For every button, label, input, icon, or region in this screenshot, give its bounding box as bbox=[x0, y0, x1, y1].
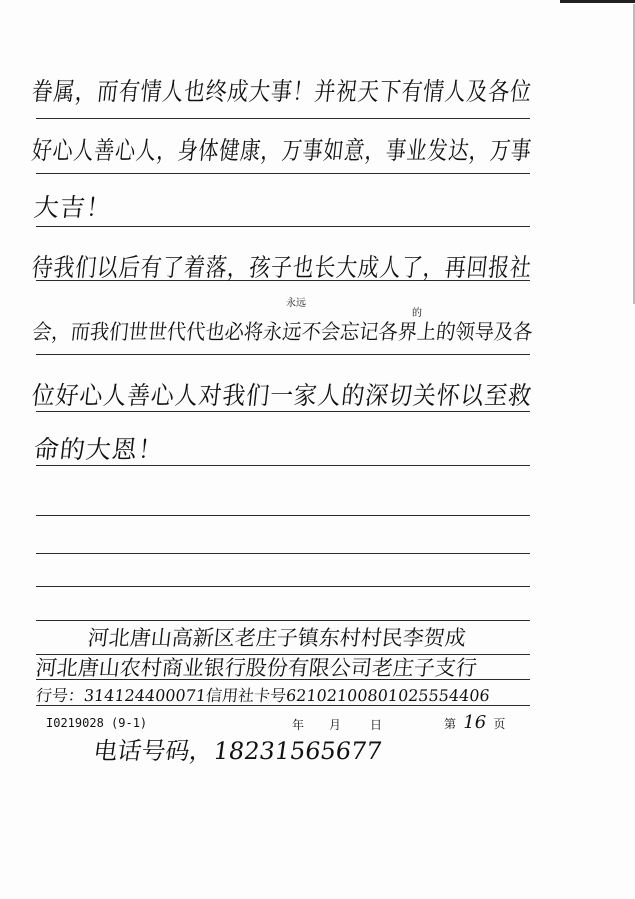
address-line-1: 河北唐山高新区老庄子镇东村村民李贺成 bbox=[86, 626, 468, 650]
insertion-mark-text-2: 的 bbox=[412, 308, 422, 319]
insertion-mark-text: 永远 bbox=[286, 298, 306, 309]
letter-line-5: 会，而我们世世代代也必将永远不会忘记各界上的领导及各 bbox=[31, 320, 534, 344]
year-label: 年 bbox=[292, 718, 305, 732]
letter-line-4: 待我们以后有了着落，孩子也长大成人了，再回报社 bbox=[30, 253, 534, 282]
page-prefix: 第 bbox=[444, 717, 457, 731]
letter-line-7: 命的大恩！ bbox=[32, 435, 166, 464]
page-suffix: 页 bbox=[493, 717, 506, 731]
ruled-line bbox=[36, 354, 530, 355]
page-number-field bbox=[444, 712, 505, 733]
letter-line-1: 眷属，而有情人也终成大事！并祝天下有情人及各位 bbox=[30, 77, 534, 106]
phone-number: 电话号码，18231565677 bbox=[91, 737, 384, 765]
ruled-line bbox=[36, 226, 530, 227]
ruled-line bbox=[36, 515, 530, 516]
page-edge-mark bbox=[560, 0, 635, 3]
letter-line-2: 好心人善心人，身体健康，万事如意，事业发达，万事 bbox=[30, 136, 534, 165]
ruled-line bbox=[36, 553, 530, 554]
page-number: 16 bbox=[463, 712, 487, 733]
letter-line-3: 大吉！ bbox=[32, 193, 114, 222]
form-code: I0219028 (9-1) bbox=[46, 716, 148, 730]
day-label: 日 bbox=[370, 718, 383, 732]
ruled-line bbox=[36, 118, 530, 119]
letter-line-6: 位好心人善心人对我们一家人的深切关怀以至救 bbox=[30, 381, 534, 410]
month-label: 月 bbox=[329, 718, 342, 732]
address-line-3: 行号：314124400071信用社卡号62102100801025554406 bbox=[34, 686, 491, 705]
address-line-2: 河北唐山农村商业银行股份有限公司老庄子支行 bbox=[34, 656, 479, 680]
ruled-line bbox=[36, 586, 530, 587]
ruled-line bbox=[36, 173, 530, 174]
